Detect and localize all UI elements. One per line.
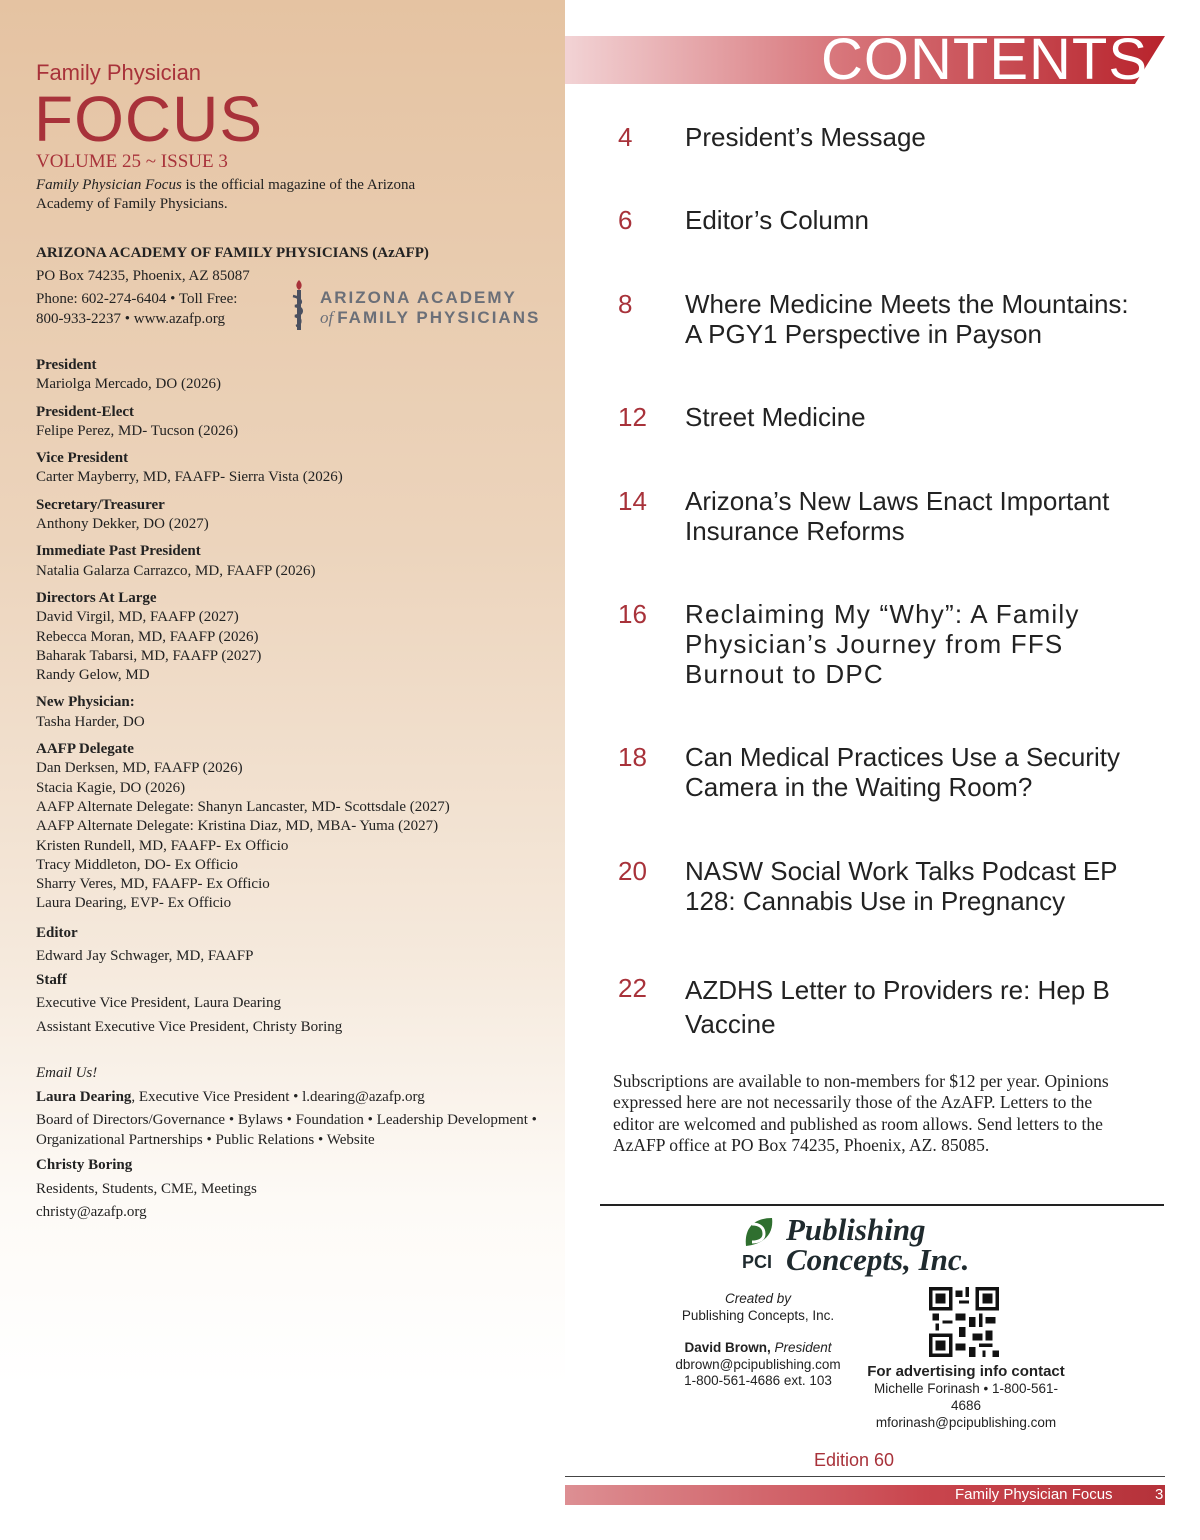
org-phone: Phone: 602-274-6404 • Toll Free:: [36, 291, 238, 307]
board-group: [36, 496, 556, 535]
toc-title: Editor’s Column: [685, 205, 870, 235]
toc-page-number: 18: [618, 742, 647, 772]
contact-topics: Residents, Students, CME, Meetings: [36, 1180, 257, 1197]
board-group: [36, 542, 556, 581]
toc-title: Reclaiming My “Why”: A Family Physician’s Journey from FFS Burnout to DPC: [685, 599, 1080, 689]
editor-group: [36, 922, 556, 1040]
board-member: Laura Dearing, EVP- Ex Officio: [36, 895, 232, 912]
board-member: Tracy Middleton, DO- Ex Officio: [36, 856, 239, 873]
brand-small: Family Physician: [36, 60, 202, 85]
toc-title: Arizona’s New Laws Enact Important Insurance Reforms: [685, 486, 1110, 546]
contact-topics: Board of Directors/Governance • Bylaws • Foundation • Leadership Development • Organizational Partnerships • Public Relations • Website: [36, 1112, 537, 1148]
contents-title: CONTENTS: [821, 27, 1148, 92]
advertising-block: [866, 1363, 1066, 1431]
president-phone: 1-800-561-4686 ext. 103: [684, 1373, 832, 1388]
logo-family: FAMILY PHYSICIANS: [337, 308, 541, 327]
toc-page-number: 16: [618, 599, 647, 629]
board-role-title: Secretary/Treasurer: [36, 496, 165, 513]
toc-title: President’s Message: [685, 122, 926, 152]
toc-title: Street Medicine: [685, 402, 866, 432]
board-member: Carter Mayberry, MD, FAAFP- Sierra Vista (2026): [36, 469, 343, 486]
footer-magazine: Family Physician Focus: [955, 1486, 1113, 1503]
president-title: President: [770, 1340, 832, 1355]
board-member: AAFP Alternate Delegate: Kristina Diaz, MD, MBA- Yuma (2027): [36, 818, 439, 835]
president-email[interactable]: dbrown@pcipublishing.com: [675, 1356, 841, 1372]
toc-page-number: 22: [618, 973, 647, 1003]
contact-name: Laura Dearing: [36, 1088, 132, 1105]
toc-page-number: 6: [618, 205, 633, 235]
board-role-title: President-Elect: [36, 403, 135, 420]
logo-line-2: [320, 308, 540, 328]
board-role-title: New Physician:: [36, 694, 135, 711]
org-phone-web: 800-933-2237 • www.azafp.org: [36, 311, 225, 327]
board-member: AAFP Alternate Delegate: Shanyn Lancaster, MD- Scottsdale (2027): [36, 798, 450, 815]
board-member: Mariolga Mercado, DO (2026): [36, 376, 221, 393]
board-role-title: Immediate Past President: [36, 543, 201, 560]
board-member: Kristen Rundell, MD, FAAFP- Ex Officio: [36, 837, 289, 854]
board-member: Natalia Galarza Carrazco, MD, FAAFP (2026): [36, 562, 316, 579]
board-member: Anthony Dekker, DO (2027): [36, 516, 209, 533]
advertising-email[interactable]: mforinash@pcipublishing.com: [875, 1415, 1057, 1430]
board-group: [36, 403, 556, 442]
president-name: David Brown,: [684, 1340, 771, 1355]
intro-text: is the official magazine of the Arizona Academy of Family Physicians.: [36, 177, 416, 212]
toc-title: AZDHS Letter to Providers re: Hep B Vaccine: [685, 975, 1110, 1039]
brand-title: FOCUS: [34, 83, 263, 155]
toc-title: NASW Social Work Talks Podcast EP 128: Cannabis Use in Pregnancy: [685, 856, 1118, 916]
edition-label: Edition 60: [814, 1450, 895, 1470]
staff-member: Executive Vice President, Laura Dearing: [36, 995, 281, 1012]
board-groups: [36, 356, 556, 914]
page-number: 3: [1155, 1486, 1164, 1503]
board-member: Sharry Veres, MD, FAAFP- Ex Officio: [36, 876, 270, 893]
contact-laura: [36, 1088, 556, 1151]
toc-title: Where Medicine Meets the Mountains: A PGY1 Perspective in Payson: [685, 289, 1129, 349]
board-group: [36, 589, 556, 685]
advertising-contact: Michelle Forinash • 1-800-561-4686: [873, 1381, 1059, 1413]
contact-christy: [36, 1154, 556, 1225]
pci-logo: [742, 1212, 1022, 1282]
azafp-logo: [288, 278, 553, 332]
volume-issue: VOLUME 25 ~ ISSUE 3: [36, 151, 228, 172]
toc-page-number: 14: [618, 486, 647, 516]
staff-title: Staff: [36, 971, 67, 988]
email-section: [36, 1064, 556, 1225]
qr-code-icon[interactable]: [929, 1287, 999, 1357]
board-member: Baharak Tabarsi, MD, FAAFP (2027): [36, 647, 262, 664]
footer-bar: [565, 1485, 1165, 1505]
magazine-name: Family Physician Focus: [36, 177, 182, 193]
board-role-title: AAFP Delegate: [36, 741, 134, 758]
email-heading: Email Us!: [36, 1065, 98, 1081]
divider: [600, 1204, 1164, 1206]
board-group: [36, 449, 556, 488]
toc-title: Can Medical Practices Use a Security Camera in the Waiting Room?: [685, 742, 1120, 802]
torch-icon: [288, 278, 310, 332]
org-name: ARIZONA ACADEMY OF FAMILY PHYSICIANS (AzAFP): [36, 245, 429, 261]
pci-abbr: PCI: [742, 1252, 773, 1272]
staff-member: Assistant Executive Vice President, Christy Boring: [36, 1018, 343, 1035]
created-by-label: Created by: [724, 1291, 792, 1306]
org-address: PO Box 74235, Phoenix, AZ 85087: [36, 268, 250, 284]
board-group: [36, 356, 556, 395]
contact-name: Christy Boring: [36, 1157, 133, 1173]
pci-leaf-icon: [742, 1214, 778, 1250]
board-member: David Virgil, MD, FAAFP (2027): [36, 609, 239, 626]
toc-page-number: 8: [618, 289, 633, 319]
footer-divider: [565, 1476, 1165, 1477]
created-company: Publishing Concepts, Inc.: [681, 1307, 835, 1323]
subscription-note: Subscriptions are available to non-members for $12 per year. Opinions expressed here are not necessarily those of the AzAFP. Letters to the editor are welcomed and published as room allows. Send letters to the AzAFP office at PO Box 74235, Phoenix, AZ. 85085.: [613, 1071, 1109, 1155]
board-member: Stacia Kagie, DO (2026): [36, 779, 186, 796]
board-role-title: Directors At Large: [36, 589, 157, 606]
board-member: Tasha Harder, DO: [36, 713, 145, 730]
logo-line-1: ARIZONA ACADEMY: [320, 288, 517, 307]
toc-page-number: 12: [618, 402, 647, 432]
editor-member: Edward Jay Schwager, MD, FAAFP: [36, 948, 254, 965]
contact-role-email[interactable]: , Executive Vice President • l.dearing@azafp.org: [131, 1088, 425, 1105]
pci-name-1: Publishing: [786, 1212, 926, 1247]
board-list: [36, 356, 556, 1047]
created-by-block: [668, 1291, 848, 1390]
toc-page-number: 4: [618, 122, 633, 152]
board-member: Felipe Perez, MD- Tucson (2026): [36, 422, 239, 439]
masthead-panel: [0, 0, 565, 1540]
logo-of: of: [320, 308, 334, 327]
board-member: Randy Gelow, MD: [36, 667, 150, 684]
toc-page-number: 20: [618, 856, 647, 886]
board-role-title: President: [36, 357, 97, 373]
board-member: Dan Derksen, MD, FAAFP (2026): [36, 760, 243, 777]
board-group: [36, 740, 556, 914]
board-member: Rebecca Moran, MD, FAAFP (2026): [36, 628, 259, 645]
pci-name-2: Concepts, Inc.: [786, 1242, 970, 1277]
board-group: [36, 693, 556, 732]
contact-email-link[interactable]: christy@azafp.org: [36, 1204, 147, 1220]
editor-title: Editor: [36, 924, 78, 941]
board-role-title: Vice President: [36, 450, 129, 467]
advertising-heading: For advertising info contact: [867, 1363, 1065, 1380]
magazine-intro: [36, 176, 436, 214]
